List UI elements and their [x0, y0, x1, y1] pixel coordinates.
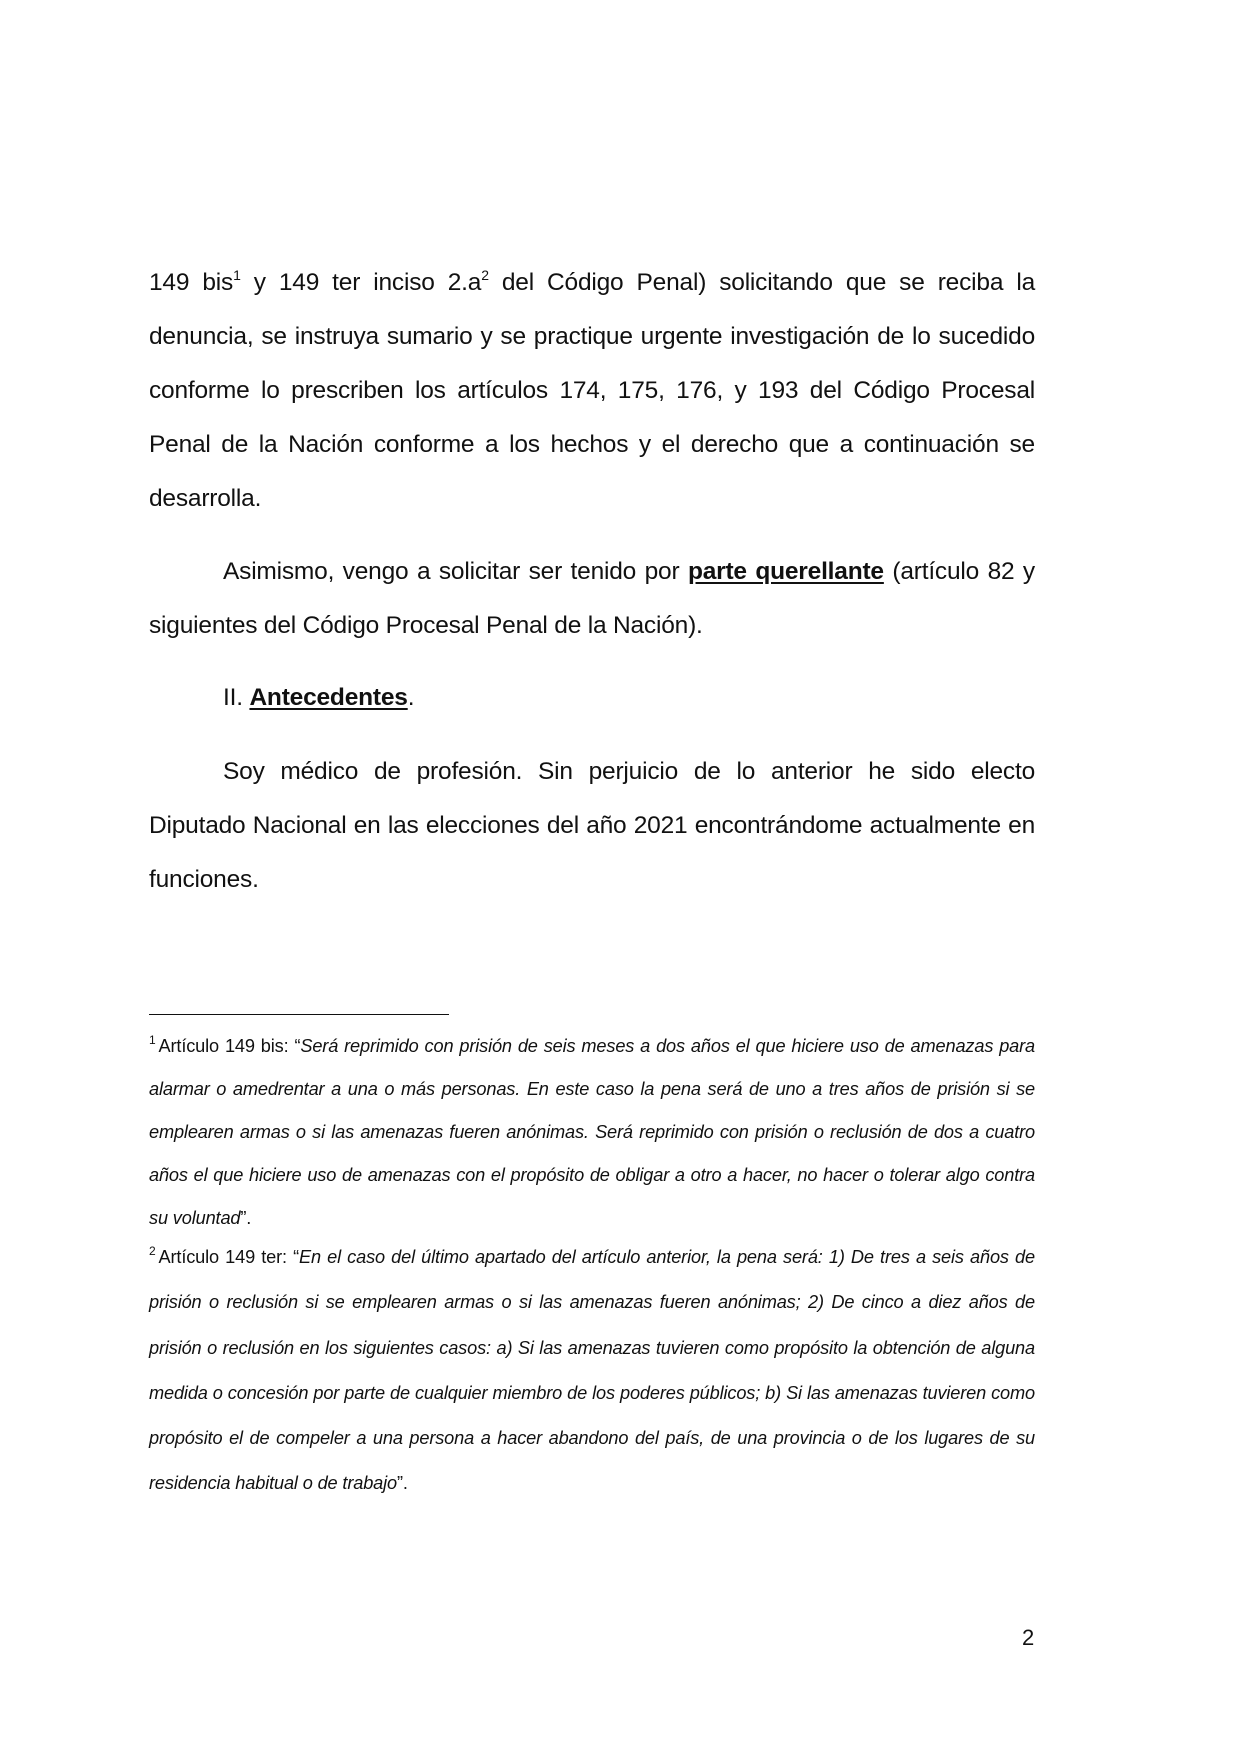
paragraph-complaint-request — [149, 256, 1035, 526]
section-number: II. — [223, 684, 250, 711]
footnote-mark: 1 — [149, 1033, 156, 1047]
paragraph-background — [149, 745, 1035, 907]
section-trail: . — [407, 684, 415, 711]
footnote-mark: 2 — [149, 1244, 156, 1258]
section-title: Antecedentes — [249, 684, 408, 711]
text-segment: Asimismo, vengo a solicitar ser tenido por — [223, 558, 688, 585]
emphasis-parte-querellante: parte querellante — [687, 558, 884, 585]
footnote-1 — [149, 1025, 1035, 1240]
section-heading-antecedentes — [149, 671, 1035, 725]
footnote-ref-1[interactable]: 1 — [233, 267, 241, 283]
paragraph-querellante — [149, 545, 1035, 653]
text-segment: (artículo 82 y siguientes del Código Procesal Penal de la Nación). — [149, 558, 1035, 639]
footnote-label: Artículo 149 bis: “ — [158, 1036, 301, 1056]
footnote-closing: ”. — [396, 1473, 408, 1494]
footnote-ref-2[interactable]: 2 — [481, 267, 489, 283]
footnote-closing: ”. — [240, 1208, 252, 1228]
footnote-2 — [149, 1235, 1035, 1507]
footnote-quote: Será reprimido con prisión de seis meses a dos años el que hiciere uso de amenazas para alarmar o amedrentar a una o más personas. En este caso la pena será de uno a tres años de prisión si se emplearen armas o si las amenazas fueren anónimas. Será reprimido con prisión o reclusión de dos a cuatro años el que hiciere uso de amenazas con el propósito de obligar a otro a hacer, no hacer o tolerar algo contra su voluntad — [149, 1036, 1036, 1228]
text-segment: del Código Penal) solicitando que se reciba la denuncia, se instruya sumario y se practique urgente investigación de lo sucedido conforme lo prescriben los artículos 174, 175, 176, y 193 del Código Procesal Penal de la Nación conforme a los hechos y el derecho que a continuación se desarrolla. — [149, 269, 1035, 512]
footnote-separator — [149, 1014, 449, 1015]
text-segment: y 149 ter inciso 2.a — [240, 269, 482, 296]
footnote-label: Artículo 149 ter: “ — [158, 1247, 300, 1267]
page-number: 2 — [1022, 1625, 1035, 1650]
text-segment: 149 bis — [149, 269, 234, 296]
footnote-quote: En el caso del último apartado del artículo anterior, la pena será: 1) De tres a seis años de prisión o reclusión si se emplearen armas o si las amenazas fueren anónimas; 2) De cinco a diez años de prisión o reclusión en los siguientes casos: a) Si las amenazas tuvieren como propósito la obtención de alguna medida o concesión por parte de cualquier miembro de los poderes públicos; b) Si las amenazas tuvieren como propósito el de compeler a una persona a hacer abandono del país, de una provincia o de los lugares de su residencia habitual o de trabajo — [149, 1247, 1035, 1494]
background-text: Soy médico de profesión. Sin perjuicio de lo anterior he sido electo Diputado Nacional en las elecciones del año 2021 encontrándome actualmente en funciones. — [149, 758, 1035, 893]
